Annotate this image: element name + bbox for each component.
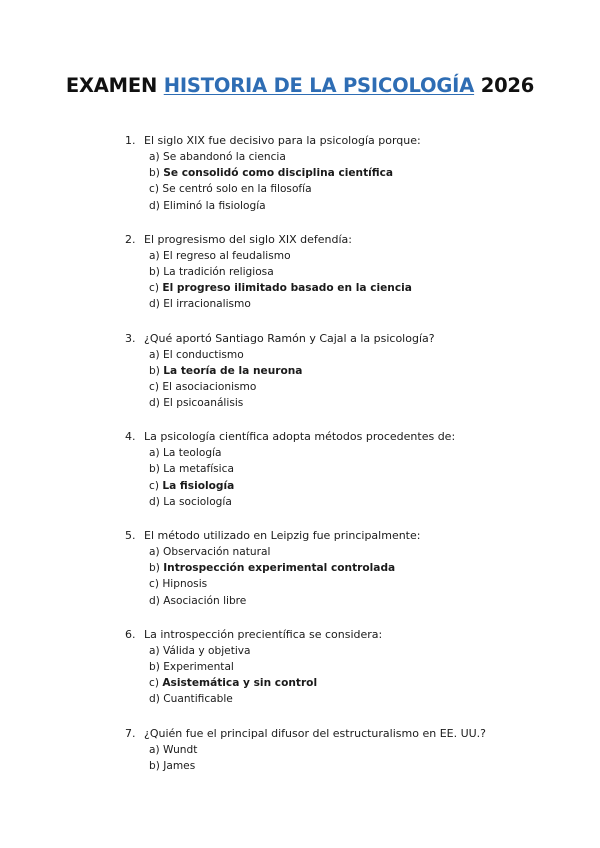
option-item: [149, 461, 565, 477]
option-text: Observación natural: [163, 546, 271, 558]
option-item: [149, 659, 565, 675]
option-text: Introspección experimental controlada: [163, 562, 396, 575]
option-item: [149, 758, 565, 774]
option-text: El regreso al feudalismo: [163, 249, 291, 262]
option-list: [125, 742, 565, 774]
option-letter: b): [149, 660, 160, 673]
option-text: La teología: [163, 447, 222, 460]
option-item: [149, 593, 565, 609]
option-text: El conductismo: [163, 348, 244, 361]
option-letter: c): [149, 183, 159, 196]
title-prefix: EXAMEN: [65, 74, 164, 97]
option-text: La metafísica: [163, 463, 234, 476]
option-list: [125, 544, 565, 609]
question-text: ¿Qué aportó Santiago Ramón y Cajal a la psicología?: [144, 331, 435, 345]
option-item: [149, 494, 565, 510]
option-text: Se centró solo en la filosofía: [162, 183, 312, 196]
option-item-correct: [149, 165, 565, 181]
option-letter: c): [149, 282, 159, 295]
option-text: La fisiología: [162, 479, 235, 492]
option-text: Válida y objetiva: [163, 644, 251, 657]
option-item: [149, 379, 565, 395]
option-item: [149, 742, 565, 758]
option-text: La sociología: [163, 495, 232, 508]
option-letter: c): [149, 479, 159, 492]
option-text: Hipnosis: [162, 578, 208, 591]
question-text: La psicología científica adopta métodos procedentes de:: [144, 430, 456, 444]
question-number: 4.: [125, 430, 136, 444]
option-item: [149, 395, 565, 411]
question-text: El método utilizado en Leipzig fue principalmente:: [144, 529, 421, 542]
title-suffix: 2026: [474, 74, 535, 97]
question-number: 2.: [125, 232, 136, 246]
option-text: Wundt: [163, 743, 198, 756]
question-line: [125, 232, 565, 248]
question-number: 3.: [125, 331, 136, 345]
option-item: [149, 149, 565, 165]
option-letter: a): [149, 546, 160, 558]
option-item-correct: [149, 560, 565, 576]
question-number: 7.: [125, 726, 136, 740]
option-item: [149, 576, 565, 592]
option-letter: b): [149, 265, 160, 278]
option-letter: a): [149, 644, 160, 657]
option-text: Se abandonó la ciencia: [163, 151, 286, 163]
option-text: El psicoanálisis: [163, 397, 244, 410]
option-text: El asociacionismo: [162, 380, 257, 393]
option-text: El progreso ilimitado basado en la ciencia: [162, 282, 412, 295]
option-item-correct: [149, 280, 565, 296]
option-text: Asistemática y sin control: [162, 677, 318, 690]
option-letter: a): [149, 447, 160, 460]
option-item: [149, 544, 565, 560]
option-letter: c): [149, 677, 159, 690]
option-item: [149, 248, 565, 264]
option-text: Eliminó la fisiología: [163, 199, 266, 212]
option-item: [149, 643, 565, 659]
option-item-correct: [149, 363, 565, 379]
option-text: Asociación libre: [163, 594, 247, 607]
option-letter: b): [149, 562, 160, 575]
question-item: [125, 528, 565, 609]
option-letter: d): [149, 693, 160, 706]
option-letter: a): [149, 151, 160, 163]
option-letter: b): [149, 364, 160, 377]
option-item: [149, 264, 565, 280]
question-line: [125, 627, 565, 643]
question-number: 6.: [125, 627, 136, 641]
question-text: El progresismo del siglo XIX defendía:: [144, 232, 353, 246]
option-item-correct: [149, 478, 565, 494]
page-title: [0, 74, 600, 97]
question-number: 1.: [125, 134, 136, 147]
question-item: [125, 331, 565, 412]
option-letter: a): [149, 348, 160, 361]
option-letter: b): [149, 759, 160, 772]
option-text: Se consolidó como disciplina científica: [163, 167, 394, 180]
option-letter: c): [149, 380, 159, 393]
option-item: [149, 691, 565, 707]
title-link[interactable]: HISTORIA DE LA PSICOLOGÍA: [163, 74, 475, 97]
option-letter: d): [149, 298, 160, 311]
question-item: [125, 627, 565, 708]
option-item: [149, 347, 565, 363]
option-letter: b): [149, 167, 160, 180]
option-list: [125, 445, 565, 510]
option-letter: d): [149, 199, 160, 212]
question-text: ¿Quién fue el principal difusor del estructuralismo en EE. UU.?: [144, 726, 487, 740]
option-text: Experimental: [163, 660, 234, 673]
option-letter: d): [149, 397, 160, 410]
question-item: [125, 429, 565, 510]
question-list: [125, 133, 565, 792]
option-text: La teoría de la neurona: [163, 364, 303, 377]
option-item: [149, 198, 565, 214]
option-letter: c): [149, 578, 159, 591]
option-item: [149, 445, 565, 461]
question-item: [125, 133, 565, 214]
option-letter: a): [149, 249, 160, 262]
question-text: La introspección precientífica se considera:: [144, 627, 383, 641]
option-text: James: [163, 759, 196, 772]
option-letter: d): [149, 594, 160, 607]
question-line: [125, 726, 565, 742]
option-letter: d): [149, 495, 160, 508]
question-line: [125, 331, 565, 347]
question-item: [125, 232, 565, 313]
question-line: [125, 429, 565, 445]
option-text: El irracionalismo: [163, 298, 251, 311]
option-text: La tradición religiosa: [163, 265, 274, 278]
option-item: [149, 296, 565, 312]
question-line: [125, 133, 565, 149]
question-text: El siglo XIX fue decisivo para la psicología porque:: [144, 134, 421, 147]
option-item: [149, 181, 565, 197]
option-text: Cuantificable: [163, 693, 233, 706]
question-item: [125, 726, 565, 774]
question-line: [125, 528, 565, 544]
option-list: [125, 248, 565, 313]
option-letter: a): [149, 743, 160, 756]
option-item-correct: [149, 675, 565, 691]
option-list: [125, 149, 565, 214]
option-letter: b): [149, 463, 160, 476]
option-list: [125, 347, 565, 412]
option-list: [125, 643, 565, 708]
question-number: 5.: [125, 529, 136, 542]
